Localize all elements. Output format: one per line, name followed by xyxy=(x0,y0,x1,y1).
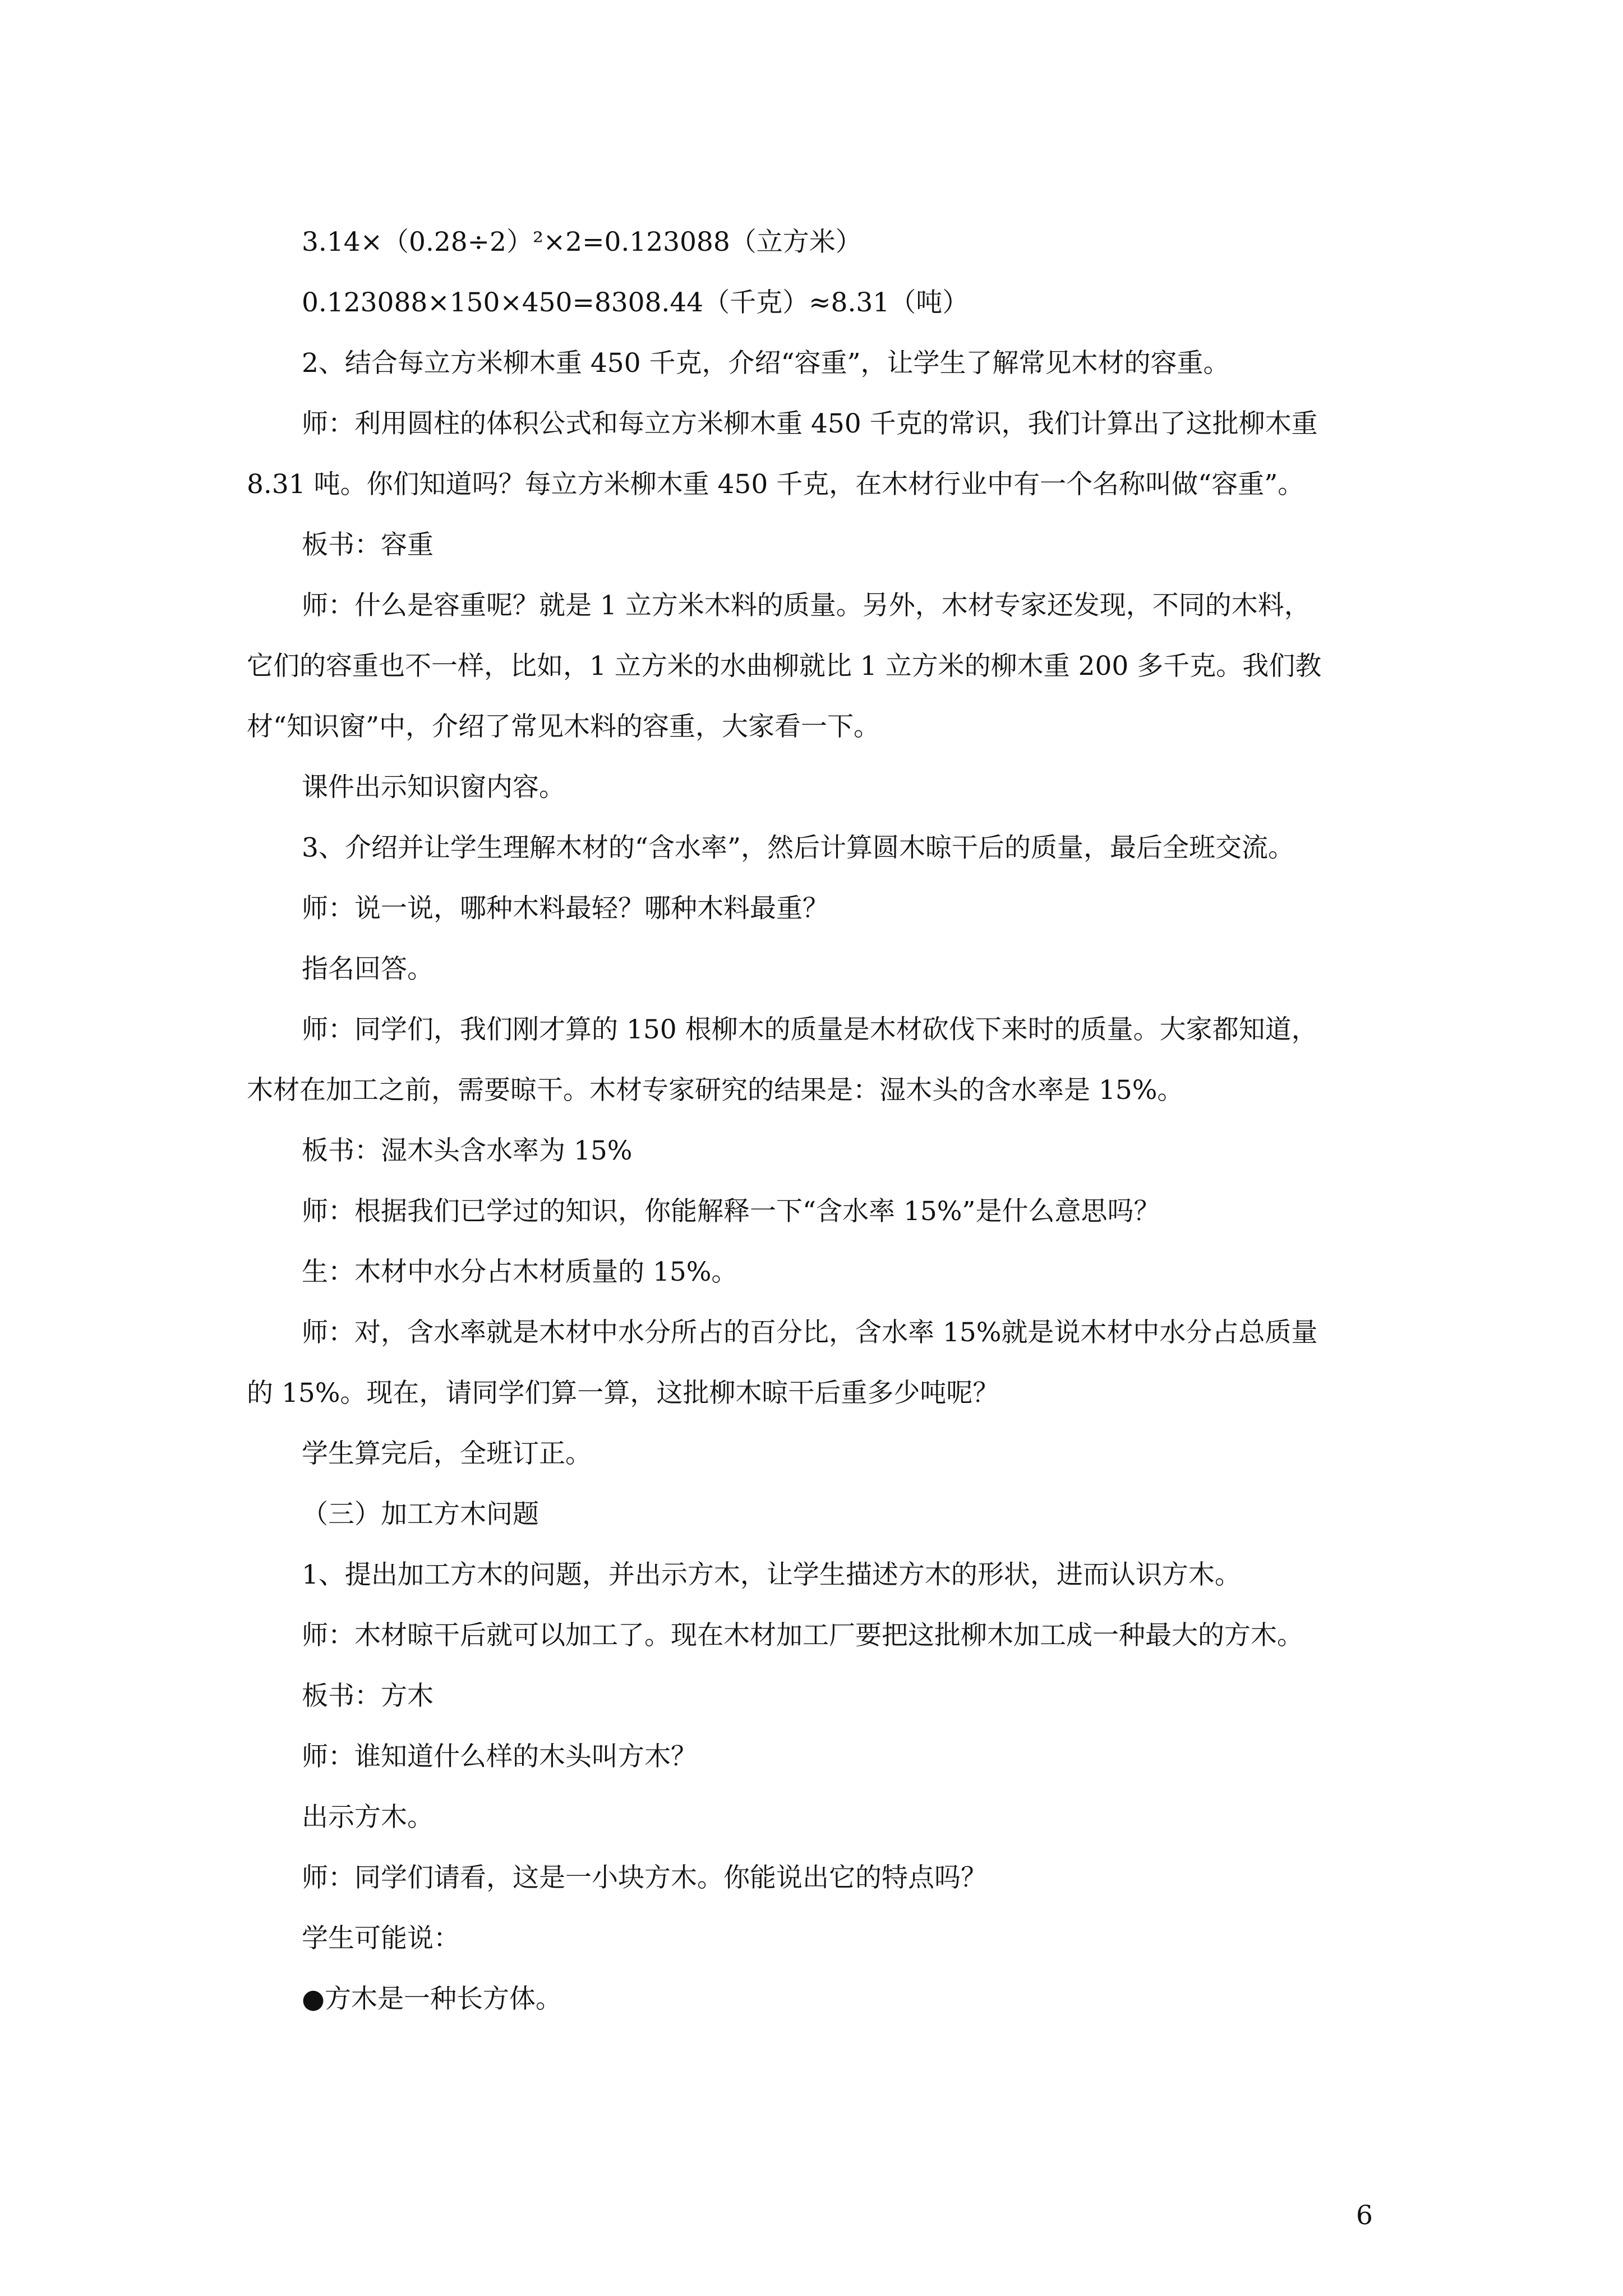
text-line: 师：对，含水率就是木材中水分所占的百分比，含水率 15%就是说木材中水分占总质量 xyxy=(302,1317,1318,1348)
page-number: 6 xyxy=(1356,2200,1373,2231)
text-line: 师：利用圆柱的体积公式和每立方米柳木重 450 千克的常识，我们计算出了这批柳木重 xyxy=(302,408,1318,439)
text-line: 8.31 吨。你们知道吗？每立方米柳木重 450 千克，在木材行业中有一个名称叫做“容重”。 xyxy=(247,469,1304,500)
text-line: 师：什么是容重呢？就是 1 立方米木料的质量。另外，木材专家还发现，不同的木料， xyxy=(302,590,1311,621)
text-line: 师：根据我们已学过的知识，你能解释一下“含水率 15%”是什么意思吗？ xyxy=(302,1196,1160,1227)
text-line: （三）加工方木问题 xyxy=(302,1499,539,1530)
text-line: 师：同学们，我们刚才算的 150 根柳木的质量是木材砍伐下来时的质量。大家都知道， xyxy=(302,1014,1318,1045)
page-body xyxy=(247,212,1380,2030)
text-line: 3、介绍并让学生理解木材的“含水率”，然后计算圆木晾干后的质量，最后全班交流。 xyxy=(302,832,1294,863)
text-line: 2、结合每立方米柳木重 450 千克，介绍“容重”，让学生了解常见木材的容重。 xyxy=(302,348,1230,379)
text-line: 的 15%。现在，请同学们算一算，这批柳木晾干后重多少吨呢？ xyxy=(247,1378,999,1409)
text-line: 板书：容重 xyxy=(302,530,434,560)
text-line: ●方木是一种长方体。 xyxy=(302,1984,562,2014)
text-line: 它们的容重也不一样，比如，1 立方米的水曲柳就比 1 立方米的柳木重 200 多千克。我们教 xyxy=(247,651,1322,682)
text-line: 师：说一说，哪种木料最轻？哪种木料最重？ xyxy=(302,893,829,924)
text-line: 学生可能说： xyxy=(302,1923,460,1954)
text-line: 生：木材中水分占木材质量的 15%。 xyxy=(302,1257,738,1287)
text-line: 指名回答。 xyxy=(302,954,434,984)
text-line: 材“知识窗”中，介绍了常见木料的容重，大家看一下。 xyxy=(247,711,880,742)
text-line: 课件出示知识窗内容。 xyxy=(302,772,565,803)
text-line: 木材在加工之前，需要晾干。木材专家研究的结果是：湿木头的含水率是 15%。 xyxy=(247,1075,1184,1106)
text-line: 1、提出加工方木的问题，并出示方木，让学生描述方木的形状，进而认识方木。 xyxy=(302,1559,1241,1590)
text-line: 师：谁知道什么样的木头叫方木？ xyxy=(302,1741,697,1772)
text-line: 师：木材晾干后就可以加工了。现在木材加工厂要把这批柳木加工成一种最大的方木。 xyxy=(302,1620,1303,1651)
text-line: 0.123088×150×450=8308.44（千克）≈8.31（吨） xyxy=(302,287,969,318)
text-line: 板书：方木 xyxy=(302,1681,434,1711)
text-line: 板书：湿木头含水率为 15% xyxy=(302,1135,633,1166)
text-line: 出示方木。 xyxy=(302,1802,434,1833)
text-line: 3.14×（0.28÷2）²×2=0.123088（立方米） xyxy=(302,227,862,257)
text-line: 师：同学们请看，这是一小块方木。你能说出它的特点吗？ xyxy=(302,1862,987,1893)
text-line: 学生算完后，全班订正。 xyxy=(302,1438,592,1469)
